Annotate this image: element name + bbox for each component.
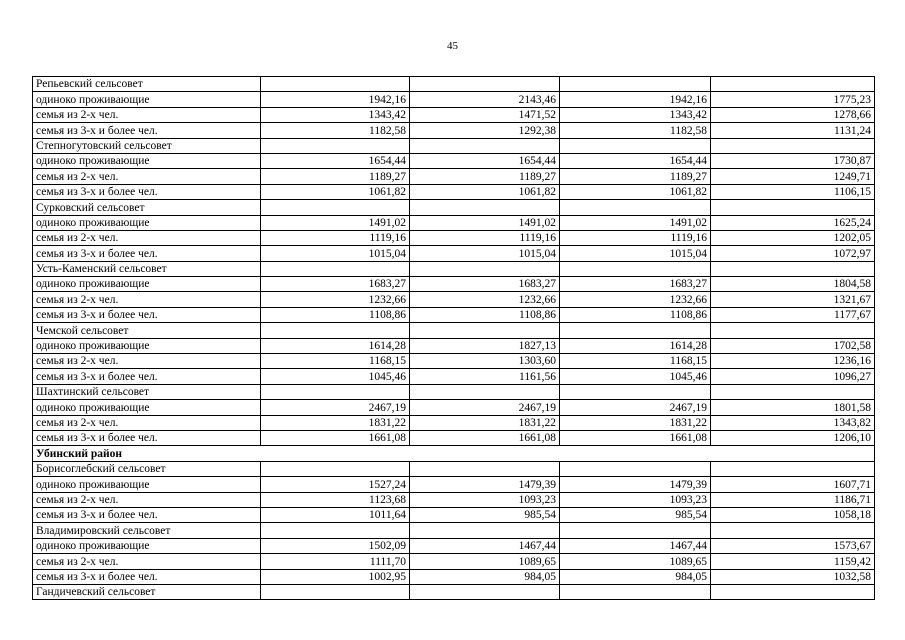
value-cell-4 [711,323,875,338]
tariff-table [32,76,875,600]
value-cell-1: 1123,68 [261,492,410,507]
table-row [33,153,875,168]
table-row [33,523,875,538]
table-row [33,292,875,307]
value-cell-4: 1177,67 [711,307,875,322]
value-cell-3: 1182,58 [560,123,711,138]
table-row [33,107,875,122]
value-cell-2: 984,05 [410,569,560,584]
value-cell-2: 1661,08 [410,430,560,445]
row-label: семья из 3-х и более чел. [33,123,261,138]
value-cell-4: 1801,58 [711,400,875,415]
value-cell-4 [711,384,875,399]
value-cell-4: 1058,18 [711,507,875,522]
row-label: одиноко проживающие [33,338,261,353]
value-cell-3 [560,523,711,538]
table-row [33,77,875,92]
row-label: семья из 3-х и более чел. [33,569,261,584]
value-cell-3: 1089,65 [560,554,711,569]
value-cell-2 [410,461,560,476]
value-cell-2: 2467,19 [410,400,560,415]
value-cell-3 [560,461,711,476]
value-cell-3: 1654,44 [560,153,711,168]
page-number: 45 [447,40,458,52]
value-cell-4 [711,138,875,153]
value-cell-1: 1111,70 [261,554,410,569]
value-cell-1: 1189,27 [261,169,410,184]
value-cell-4 [711,261,875,276]
row-label: семья из 3-х и более чел. [33,184,261,199]
value-cell-3: 984,05 [560,569,711,584]
value-cell-4: 1625,24 [711,215,875,230]
table-row [33,307,875,322]
value-cell-4 [711,461,875,476]
value-cell-2 [410,261,560,276]
value-cell-3 [560,77,711,92]
value-cell-4: 1278,66 [711,107,875,122]
table-row [33,354,875,369]
value-cell-1: 1527,24 [261,477,410,492]
value-cell-1: 1002,95 [261,569,410,584]
table-row [33,123,875,138]
value-cell-1 [261,461,410,476]
value-cell-2: 985,54 [410,507,560,522]
value-cell-3: 1343,42 [560,107,711,122]
table-row [33,230,875,245]
row-label: семья из 2-х чел. [33,107,261,122]
value-cell-4 [711,200,875,215]
value-cell-1 [261,77,410,92]
table-row [33,338,875,353]
value-cell-1 [261,523,410,538]
value-cell-2 [410,77,560,92]
row-label: семья из 2-х чел. [33,554,261,569]
table-row [33,507,875,522]
row-label: семья из 2-х чел. [33,169,261,184]
row-label: семья из 3-х и более чел. [33,430,261,445]
value-cell-3: 1491,02 [560,215,711,230]
value-cell-1: 1661,08 [261,430,410,445]
value-cell-2: 1292,38 [410,123,560,138]
row-label: семья из 2-х чел. [33,292,261,307]
value-cell-1 [261,323,410,338]
row-label: семья из 2-х чел. [33,354,261,369]
value-cell-1: 1232,66 [261,292,410,307]
value-cell-4: 1106,15 [711,184,875,199]
row-label: Степногутовский сельсовет [33,138,261,153]
table-row [33,384,875,399]
value-cell-2: 1061,82 [410,184,560,199]
value-cell-4: 1186,71 [711,492,875,507]
row-label: одиноко проживающие [33,477,261,492]
value-cell-3: 1093,23 [560,492,711,507]
table-row [33,400,875,415]
value-cell-3 [560,200,711,215]
value-cell-2 [410,200,560,215]
row-label: Борисоглебский сельсовет [33,461,261,476]
value-cell-3 [560,584,711,599]
value-cell-1: 1683,27 [261,277,410,292]
value-cell-2: 1479,39 [410,477,560,492]
value-cell-2: 1471,52 [410,107,560,122]
table-row [33,446,875,461]
value-cell-3: 1661,08 [560,430,711,445]
row-label: семья из 3-х и более чел. [33,246,261,261]
value-cell-1: 1011,64 [261,507,410,522]
table-row [33,538,875,553]
value-cell-4: 1096,27 [711,369,875,384]
value-cell-4: 1607,71 [711,477,875,492]
table-row [33,200,875,215]
row-label: семья из 2-х чел. [33,492,261,507]
table-row [33,461,875,476]
value-cell-3: 1015,04 [560,246,711,261]
value-cell-4: 1206,10 [711,430,875,445]
value-cell-3: 1614,28 [560,338,711,353]
row-label: одиноко проживающие [33,153,261,168]
value-cell-2 [410,523,560,538]
row-label: одиноко проживающие [33,215,261,230]
value-cell-3: 1831,22 [560,415,711,430]
value-cell-2: 1303,60 [410,354,560,369]
value-cell-3: 1683,27 [560,277,711,292]
value-cell-2 [410,384,560,399]
value-cell-4: 1804,58 [711,277,875,292]
value-cell-1: 1061,82 [261,184,410,199]
value-cell-1: 1614,28 [261,338,410,353]
table-row [33,369,875,384]
value-cell-4: 1775,23 [711,92,875,107]
value-cell-2: 1015,04 [410,246,560,261]
value-cell-4: 1573,67 [711,538,875,553]
value-cell-1: 1942,16 [261,92,410,107]
row-label: семья из 3-х и более чел. [33,369,261,384]
value-cell-1: 1502,09 [261,538,410,553]
value-cell-2: 1089,65 [410,554,560,569]
value-cell-1 [261,138,410,153]
table-row [33,261,875,276]
value-cell-4 [711,523,875,538]
row-label: Гандичевский сельсовет [33,584,261,599]
table-row [33,277,875,292]
value-cell-1: 1168,15 [261,354,410,369]
value-cell-1: 1045,46 [261,369,410,384]
table-row [33,584,875,599]
table-row [33,215,875,230]
row-label: одиноко проживающие [33,277,261,292]
value-cell-2 [410,323,560,338]
value-cell-1: 2467,19 [261,400,410,415]
value-cell-4: 1159,42 [711,554,875,569]
value-cell-4: 1343,82 [711,415,875,430]
row-label: семья из 2-х чел. [33,415,261,430]
value-cell-4: 1321,67 [711,292,875,307]
table-row [33,184,875,199]
value-cell-3 [560,323,711,338]
value-cell-3: 1108,86 [560,307,711,322]
value-cell-1: 1015,04 [261,246,410,261]
value-cell-3: 1119,16 [560,230,711,245]
value-cell-2: 1654,44 [410,153,560,168]
table-row [33,477,875,492]
row-label: семья из 2-х чел. [33,230,261,245]
value-cell-1 [261,200,410,215]
value-cell-4: 1202,05 [711,230,875,245]
value-cell-1: 1182,58 [261,123,410,138]
value-cell-3: 1232,66 [560,292,711,307]
table-row [33,92,875,107]
value-cell-3: 1189,27 [560,169,711,184]
value-cell-2 [410,584,560,599]
value-cell-3 [560,138,711,153]
value-cell-1: 1831,22 [261,415,410,430]
row-label: одиноко проживающие [33,92,261,107]
value-cell-2: 1119,16 [410,230,560,245]
value-cell-2: 1467,44 [410,538,560,553]
table-row [33,323,875,338]
row-label: семья из 3-х и более чел. [33,307,261,322]
value-cell-4: 1236,16 [711,354,875,369]
value-cell-3: 2467,19 [560,400,711,415]
value-cell-1 [261,584,410,599]
value-cell-4 [711,584,875,599]
value-cell-1: 1491,02 [261,215,410,230]
value-cell-3 [560,384,711,399]
row-label: Чемской сельсовет [33,323,261,338]
value-cell-3: 1479,39 [560,477,711,492]
value-cell-1: 1108,86 [261,307,410,322]
value-cell-3: 1045,46 [560,369,711,384]
value-cell-2: 2143,46 [410,92,560,107]
table-row [33,169,875,184]
table-row [33,554,875,569]
value-cell-2: 1683,27 [410,277,560,292]
value-cell-4: 1131,24 [711,123,875,138]
value-cell-4: 1730,87 [711,153,875,168]
value-cell-3: 1061,82 [560,184,711,199]
value-cell-1 [261,261,410,276]
value-cell-4: 1032,58 [711,569,875,584]
table-row [33,415,875,430]
value-cell-2: 1108,86 [410,307,560,322]
row-label: Шахтинский сельсовет [33,384,261,399]
value-cell-1: 1654,44 [261,153,410,168]
value-cell-2: 1093,23 [410,492,560,507]
value-cell-3: 985,54 [560,507,711,522]
table-body [33,77,875,600]
value-cell-2 [410,138,560,153]
value-cell-2: 1232,66 [410,292,560,307]
value-cell-2: 1491,02 [410,215,560,230]
value-cell-3: 1942,16 [560,92,711,107]
row-label: семья из 3-х и более чел. [33,507,261,522]
row-label: Владимировский сельсовет [33,523,261,538]
row-label: Усть-Каменский сельсовет [33,261,261,276]
value-cell-2: 1161,56 [410,369,560,384]
value-cell-2: 1827,13 [410,338,560,353]
row-label: одиноко проживающие [33,538,261,553]
table-row [33,138,875,153]
value-cell-4: 1072,97 [711,246,875,261]
value-cell-2: 1189,27 [410,169,560,184]
value-cell-4: 1249,71 [711,169,875,184]
value-cell-3 [560,261,711,276]
value-cell-1: 1119,16 [261,230,410,245]
table-row [33,569,875,584]
value-cell-1 [261,384,410,399]
value-cell-4: 1702,58 [711,338,875,353]
value-cell-3: 1467,44 [560,538,711,553]
row-label: Убинский район [33,446,875,461]
value-cell-3: 1168,15 [560,354,711,369]
row-label: одиноко проживающие [33,400,261,415]
row-label: Сурковский сельсовет [33,200,261,215]
value-cell-4 [711,77,875,92]
value-cell-1: 1343,42 [261,107,410,122]
row-label: Репьевский сельсовет [33,77,261,92]
value-cell-2: 1831,22 [410,415,560,430]
table-row [33,492,875,507]
table-row [33,246,875,261]
table-row [33,430,875,445]
